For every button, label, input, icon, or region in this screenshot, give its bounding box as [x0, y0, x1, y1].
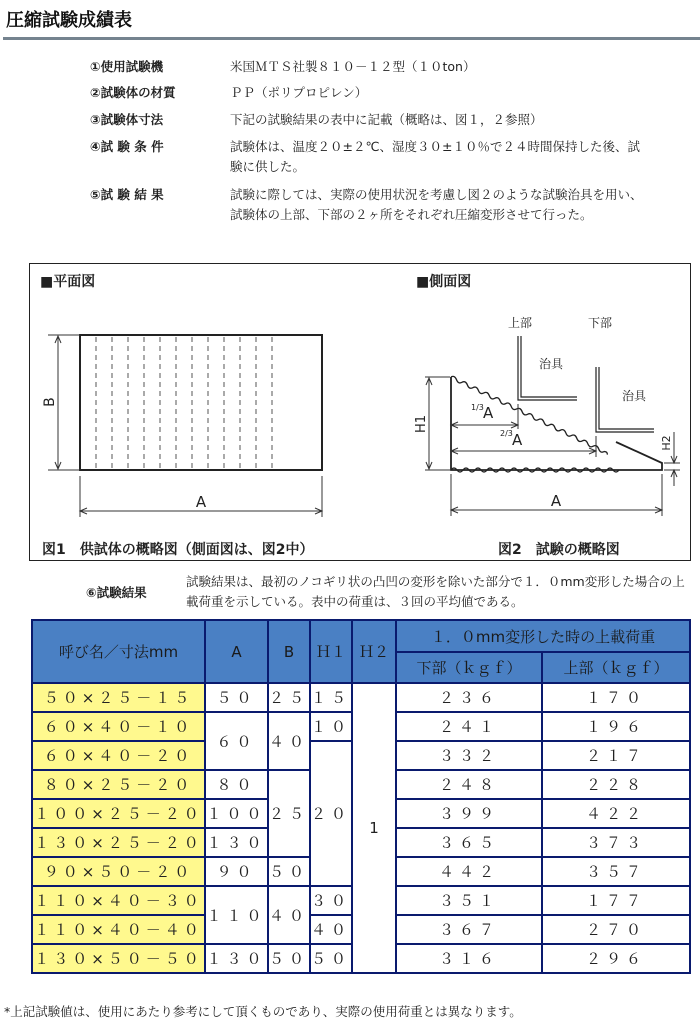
spec-label: ①使用試験機 — [90, 59, 164, 74]
page-title: 圧縮試験成績表 — [6, 10, 132, 31]
cell-name: １１０×４０－３０ — [32, 886, 205, 915]
cell-lower: ３６５ — [396, 828, 542, 857]
spec-label: ⑤試 験 結 果 — [90, 187, 164, 202]
header-a: A — [205, 620, 268, 683]
cell-a: ５０ — [205, 683, 268, 712]
cell-h1: １０ — [310, 712, 352, 741]
header-b: B — [268, 620, 310, 683]
cell-name: ６０×４０－２０ — [32, 741, 205, 770]
cell-upper: １９６ — [542, 712, 690, 741]
cell-lower: ２４８ — [396, 770, 542, 799]
cell-a: ９０ — [205, 857, 268, 886]
header-name: 呼び名／寸法mm — [32, 620, 205, 683]
cell-lower: ３６７ — [396, 915, 542, 944]
cell-a: １３０ — [205, 944, 268, 973]
jig-label: 治具 — [622, 389, 647, 403]
table-row — [32, 683, 690, 712]
cell-upper: ２９６ — [542, 944, 690, 973]
lower-part-label: 下部 — [588, 316, 613, 330]
header-lower: 下部（ｋｇｆ） — [396, 652, 542, 683]
cell-upper: ２７０ — [542, 915, 690, 944]
cell-name: ９０×５０－２０ — [32, 857, 205, 886]
cell-name: １１０×４０－４０ — [32, 915, 205, 944]
cell-name: １００×２５－２０ — [32, 799, 205, 828]
third-a-fraction: 1/3 — [471, 403, 484, 412]
test-diagram-figure — [29, 263, 691, 561]
spec-value: 試験に際しては、実際の使用状況を考慮し図２のような試験治具を用い、試験体の上部、下部の２ヶ所をそれぞれ圧縮変形させて行った。 — [230, 187, 643, 222]
h1-label: H1 — [414, 414, 429, 434]
diagram-svg — [30, 264, 690, 560]
cell-a: １００ — [205, 799, 268, 828]
plan-view-title: ■平面図 — [40, 274, 96, 290]
cell-lower: ３３２ — [396, 741, 542, 770]
cell-a: １１０ — [205, 886, 268, 944]
table-header-row — [32, 620, 690, 652]
figure2-caption: 図2 試験の概略図 — [498, 542, 620, 558]
spec-value: ＰＰ（ポリプロピレン） — [230, 85, 368, 100]
cell-h2: 1 — [352, 683, 396, 973]
h2-label: H2 — [660, 435, 673, 451]
cell-b: ５０ — [268, 944, 310, 973]
header-h1: Ｈ１ — [310, 620, 352, 683]
cell-upper: ２２８ — [542, 770, 690, 799]
footnote: *上記試験値は、使用にあたり参考にして頂くものであり、実際の使用荷重とは異なります。 — [4, 1004, 522, 1019]
plan-view-rect — [80, 335, 322, 470]
cell-name: ５０×２５－１５ — [32, 683, 205, 712]
serrated-top-edge — [442, 376, 616, 455]
two-third-a-dimension — [451, 436, 596, 457]
cell-a: ８０ — [205, 770, 268, 799]
cell-name: ６０×４０－１０ — [32, 712, 205, 741]
cell-upper: １７７ — [542, 886, 690, 915]
header-load: １．０mm変形した時の上載荷重 — [396, 620, 690, 652]
two-third-a-fraction: 2/3 — [500, 429, 513, 438]
cell-b: ５０ — [268, 857, 310, 886]
cell-h1: ４０ — [310, 915, 352, 944]
jig-label: 治具 — [539, 357, 564, 371]
spec-label: ④試 験 条 件 — [90, 139, 164, 154]
cell-b: ２５ — [268, 770, 310, 857]
results-table — [31, 619, 691, 974]
cell-a: ６０ — [205, 712, 268, 770]
cell-upper: ３５７ — [542, 857, 690, 886]
cell-b: ４０ — [268, 886, 310, 944]
upper-part-label: 上部 — [508, 316, 533, 330]
cell-upper: ２１７ — [542, 741, 690, 770]
plan-label-a: A — [195, 493, 207, 511]
cell-lower: ３５１ — [396, 886, 542, 915]
cell-h1: ５０ — [310, 944, 352, 973]
spec-value: 試験体は、温度２０±２℃、湿度３０±１０％で２４時間保持した後、試験に供した。 — [230, 139, 640, 174]
cell-h1: １５ — [310, 683, 352, 712]
result-text: 試験結果は、最初のノコギリ状の凸凹の変形を除いた部分で１．０mm変形した場合の上載荷重を示している。表中の荷重は、３回の平均値である。 — [186, 574, 685, 609]
cell-h1: ３０ — [310, 886, 352, 915]
cell-b: ２５ — [268, 683, 310, 712]
cell-name: ８０×２５－２０ — [32, 770, 205, 799]
plan-view-ribs — [96, 337, 272, 468]
spec-value: 米国ＭＴＳ社製８１０－１２型（１０ton） — [230, 59, 476, 74]
header-upper: 上部（ｋｇｆ） — [542, 652, 690, 683]
figure1-caption: 図1 供試体の概略図（側面図は、図2中） — [42, 542, 314, 558]
plan-label-b: B — [42, 397, 58, 407]
two-third-a-label: A — [512, 431, 523, 449]
cell-upper: ４２２ — [542, 799, 690, 828]
cell-lower: ３１６ — [396, 944, 542, 973]
side-view-title: ■側面図 — [416, 274, 472, 290]
spec-label: ②試験体の材質 — [90, 85, 176, 100]
cell-lower: ２３６ — [396, 683, 542, 712]
cell-lower: ４４２ — [396, 857, 542, 886]
cell-a: １３０ — [205, 828, 268, 857]
cell-upper: ３７３ — [542, 828, 690, 857]
cell-lower: ３９９ — [396, 799, 542, 828]
result-label: ⑥試験結果 — [86, 585, 147, 600]
title-divider — [3, 37, 700, 40]
spec-label: ③試験体寸法 — [90, 112, 164, 127]
cell-name: １３０×５０－５０ — [32, 944, 205, 973]
side-label-a: A — [550, 492, 562, 510]
cell-h1: ２０ — [310, 741, 352, 886]
third-a-label: A — [483, 404, 494, 422]
spec-value: 下記の試験結果の表中に記載（概略は、図１，２参照） — [230, 112, 543, 127]
cell-name: １３０×２５－２０ — [32, 828, 205, 857]
cell-lower: ２４１ — [396, 712, 542, 741]
header-h2: Ｈ２ — [352, 620, 396, 683]
cell-upper: １７０ — [542, 683, 690, 712]
cell-b: ４０ — [268, 712, 310, 770]
